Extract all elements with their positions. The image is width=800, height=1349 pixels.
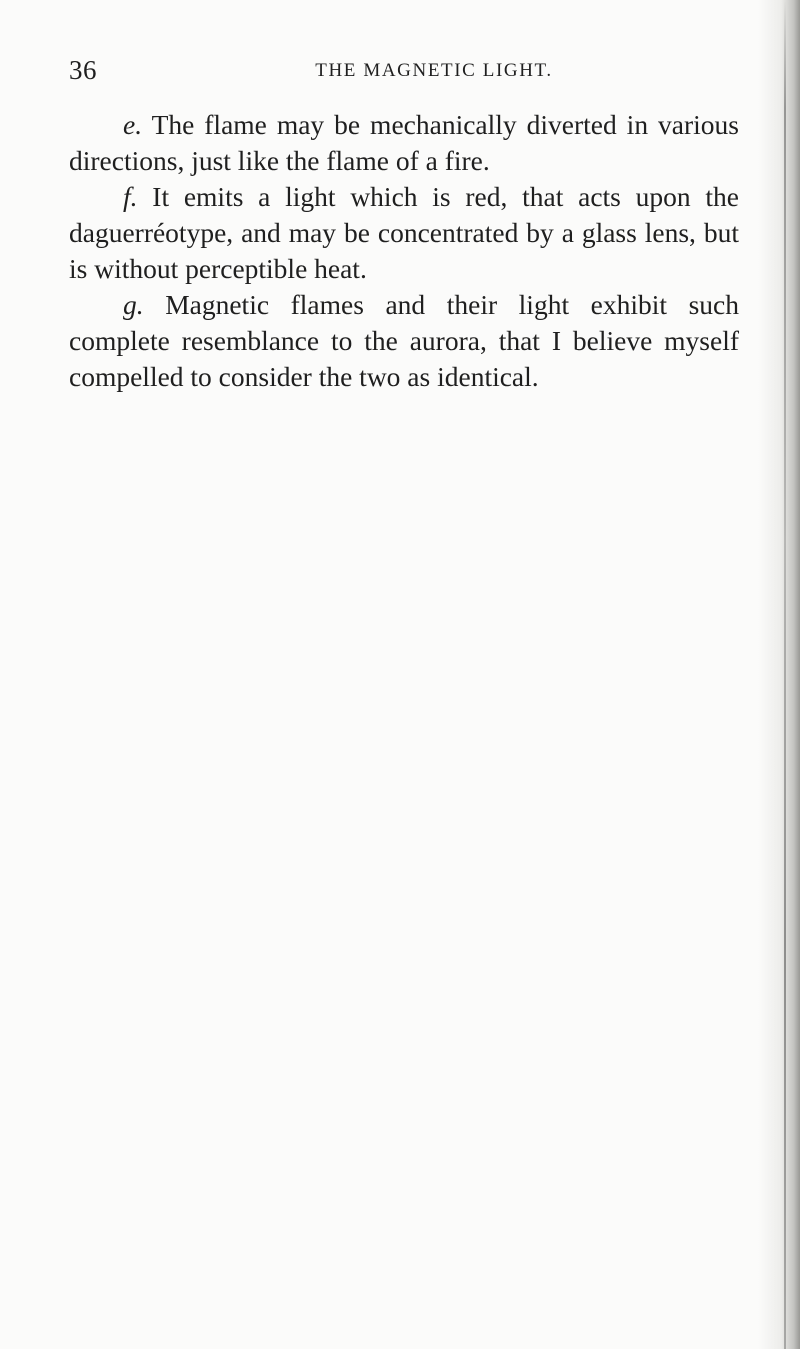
- page-number: 36: [69, 55, 97, 85]
- paragraph-label: f.: [123, 181, 138, 212]
- paragraph-g: [69, 287, 739, 395]
- paragraph-f: [69, 179, 739, 287]
- paragraph-label: g.: [123, 289, 144, 320]
- paragraph-text: It emits a light which is red, that acts upon the daguerréotype, and may be concentrated by a glass lens, but is without perceptible heat.: [69, 181, 739, 284]
- paragraph-text: The flame may be mechanically diverted in various directions, just like the flame of a fire.: [69, 109, 739, 176]
- running-head: [69, 54, 729, 86]
- running-title: THE MAGNETIC LIGHT.: [315, 60, 553, 81]
- paragraph-text: Magnetic flames and their light exhibit such complete resemblance to the aurora, that I believe myself compelled to consider the two as identical.: [69, 289, 739, 392]
- paragraph-label: e.: [123, 109, 143, 140]
- binding-shadow: [758, 0, 800, 1349]
- body-text: [69, 107, 739, 395]
- binding-edge: [784, 0, 786, 1349]
- paragraph-e: [69, 107, 739, 179]
